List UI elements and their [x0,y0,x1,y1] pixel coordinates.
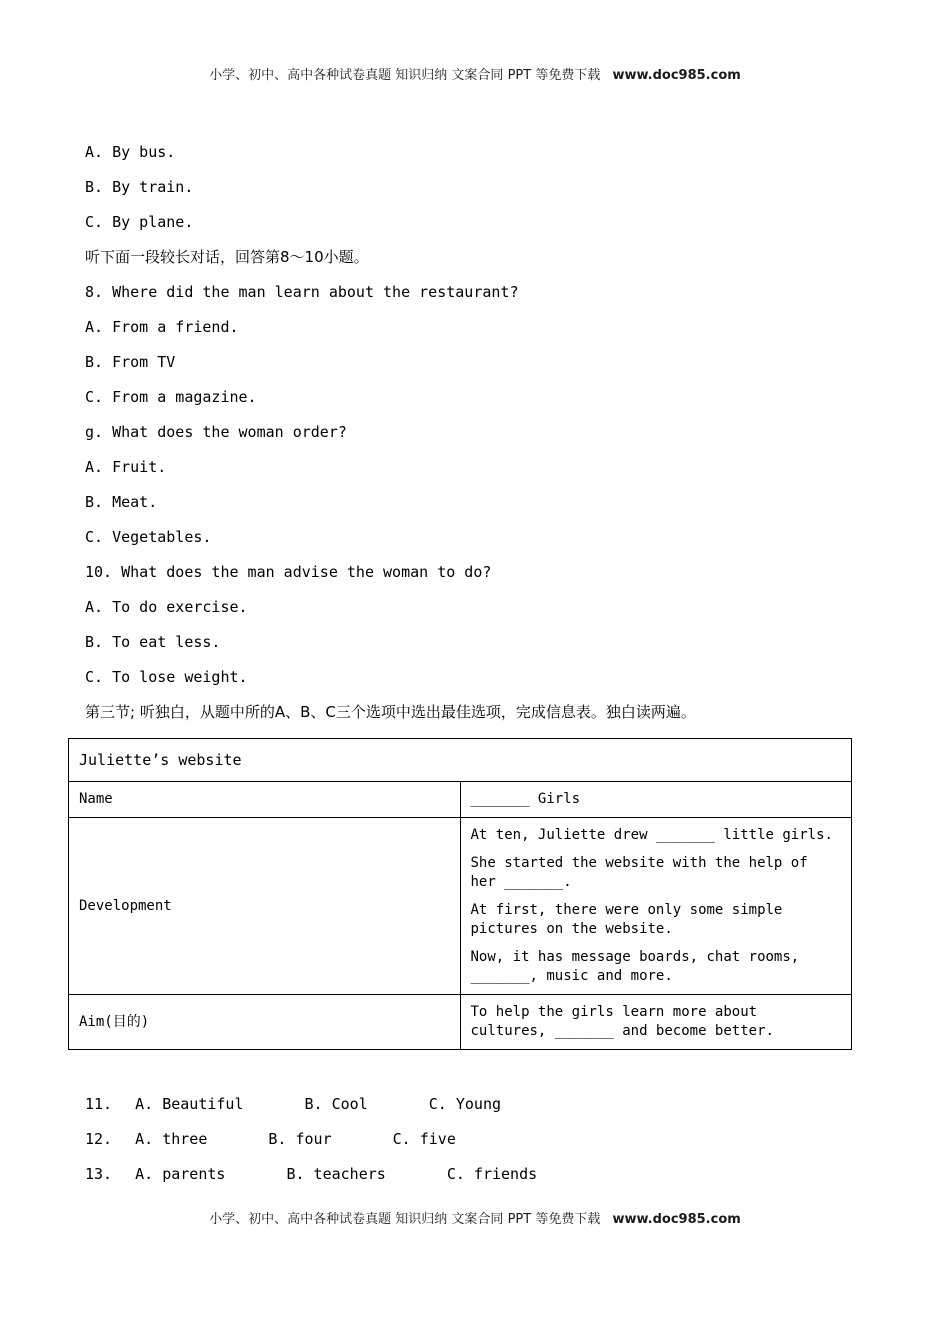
section-instruction-line: 第三节; 听独白，从题中所的A、B、C三个选项中选出最佳选项，完成信息表。独白读两遍。 [85,703,696,721]
answer-row-11 [85,1095,865,1114]
table-row [69,995,852,1050]
fill-blank-text: At ten, Juliette drew _______ little girls. [470,827,833,843]
info-table [68,738,852,1050]
answer-option: C. friends [446,1165,538,1183]
row-value-name [460,782,852,818]
page-footer [0,1208,950,1227]
answer-option: B. four [268,1130,332,1148]
fill-blank-text: Now, it has message boards, chat rooms, _______, music and more. [470,949,800,984]
page-header [0,0,950,83]
question-line: 10. What does the man advise the woman to do? [85,563,492,581]
answer-option: A. Beautiful [135,1095,244,1113]
option-line: A. Fruit. [85,458,167,476]
option-line: B. By train. [85,178,194,196]
answer-row-12 [85,1130,865,1149]
answer-options-block [85,1095,865,1184]
fill-blank-text: At first, there were only some simple pictures on the website. [470,902,783,937]
option-line: A. By bus. [85,143,176,161]
option-line: C. To lose weight. [85,668,248,686]
answer-row-13 [85,1165,865,1184]
question-number: 12. [85,1130,113,1148]
row-value-aim [460,995,852,1050]
header-text: 小学、初中、高中各种试卷真题 知识归纳 文案合同 PPT 等免费下载 [209,68,601,83]
fill-blank-text: She started the website with the help of her _______. [470,855,808,890]
answer-option: A. parents [135,1165,226,1183]
row-label-name: Name [69,782,461,818]
option-line: A. From a friend. [85,318,239,336]
option-line: C. From a magazine. [85,388,257,406]
question-number: 13. [85,1165,113,1183]
footer-text: 小学、初中、高中各种试卷真题 知识归纳 文案合同 PPT 等免费下载 [209,1212,601,1227]
question-line: g. What does the woman order? [85,423,347,441]
table-title: Juliette’s website [69,739,852,782]
fill-blank-text: _______ Girls [470,791,581,807]
row-label-aim: Aim(目的) [69,995,461,1050]
option-line: C. Vegetables. [85,528,212,546]
option-line: C. By plane. [85,213,194,231]
document-body [0,143,950,1184]
answer-option: C. Young [428,1095,502,1113]
table-row [69,818,852,995]
question-number: 11. [85,1095,113,1113]
answer-option: B. Cool [304,1095,368,1113]
question-line: 8. Where did the man learn about the restaurant? [85,283,519,301]
answer-option: A. three [135,1130,208,1148]
instruction-line: 听下面一段较长对话，回答第8～10小题。 [85,248,369,266]
option-line: A. To do exercise. [85,598,248,616]
table-row [69,782,852,818]
table-title-row [69,739,852,782]
answer-option: C. five [392,1130,456,1148]
answer-option: B. teachers [286,1165,386,1183]
option-line: B. Meat. [85,493,158,511]
row-value-development [460,818,852,995]
row-label-development: Development [69,818,461,995]
footer-url: www.doc985.com [612,1212,741,1227]
option-line: B. From TV [85,353,176,371]
option-line: B. To eat less. [85,633,221,651]
header-url: www.doc985.com [612,68,741,83]
fill-blank-text: To help the girls learn more about cultures, _______ and become better. [470,1004,774,1039]
